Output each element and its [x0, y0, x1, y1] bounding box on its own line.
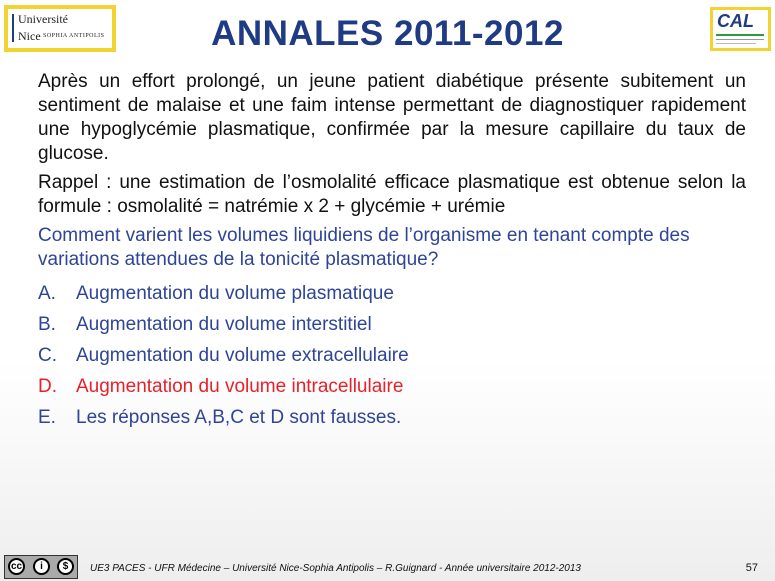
option-b [38, 309, 746, 340]
option-text: Augmentation du volume plasmatique [76, 283, 394, 304]
slide-footer [0, 555, 775, 581]
logo-line-2: Nice [18, 29, 41, 43]
question-text: Comment varient les volumes liquidiens de l’organisme en tenant compte des variations attendues de la tonicité plasmatique? [38, 225, 690, 270]
option-text: Augmentation du volume interstitiel [76, 314, 372, 335]
footer-credits: UE3 PACES - UFR Médecine – Université Nice-Sophia Antipolis – R.Guignard - Année universitaire 2012-2013 [90, 563, 581, 574]
cal-logo [710, 7, 771, 51]
option-c [38, 340, 746, 371]
logo-line-1: Université [18, 12, 68, 26]
option-letter: A. [38, 283, 56, 304]
slide-content [38, 70, 746, 433]
option-a [38, 278, 746, 309]
option-letter: B. [38, 314, 56, 335]
answer-options [38, 278, 746, 433]
nc-icon: $ [57, 558, 74, 575]
cc-icon: cc [8, 558, 25, 575]
context-paragraph: Après un effort prolongé, un jeune patient diabétique présente subitement un sentiment de malaise et une faim intense permettant de diagnostiquer rapidement une hypoglycémie plasmatique, confirmée par la mesure capillaire du taux de glucose. [38, 71, 746, 164]
option-e [38, 402, 746, 433]
option-letter: C. [38, 345, 57, 366]
option-text: Augmentation du volume intracellulaire [76, 376, 404, 397]
option-text: Augmentation du volume extracellulaire [76, 345, 409, 366]
slide-title: ANNALES 2011-2012 [211, 14, 564, 53]
option-letter: D. [38, 376, 57, 397]
option-d-correct [38, 371, 746, 402]
cal-logo-text: CAL [717, 11, 754, 31]
creative-commons-badge [4, 555, 78, 579]
by-icon: i [33, 558, 50, 575]
logo-line-3: SOPHIA ANTIPOLIS [43, 33, 105, 39]
page-number: 57 [745, 562, 758, 574]
option-text: Les réponses A,B,C et D sont fausses. [76, 407, 402, 428]
reminder-paragraph: Rappel : une estimation de l’osmolalité efficace plasmatique est obtenue selon la formule : osmolalité = natrémie x 2 + glycémie + urémie [38, 172, 746, 217]
option-letter: E. [38, 407, 56, 428]
